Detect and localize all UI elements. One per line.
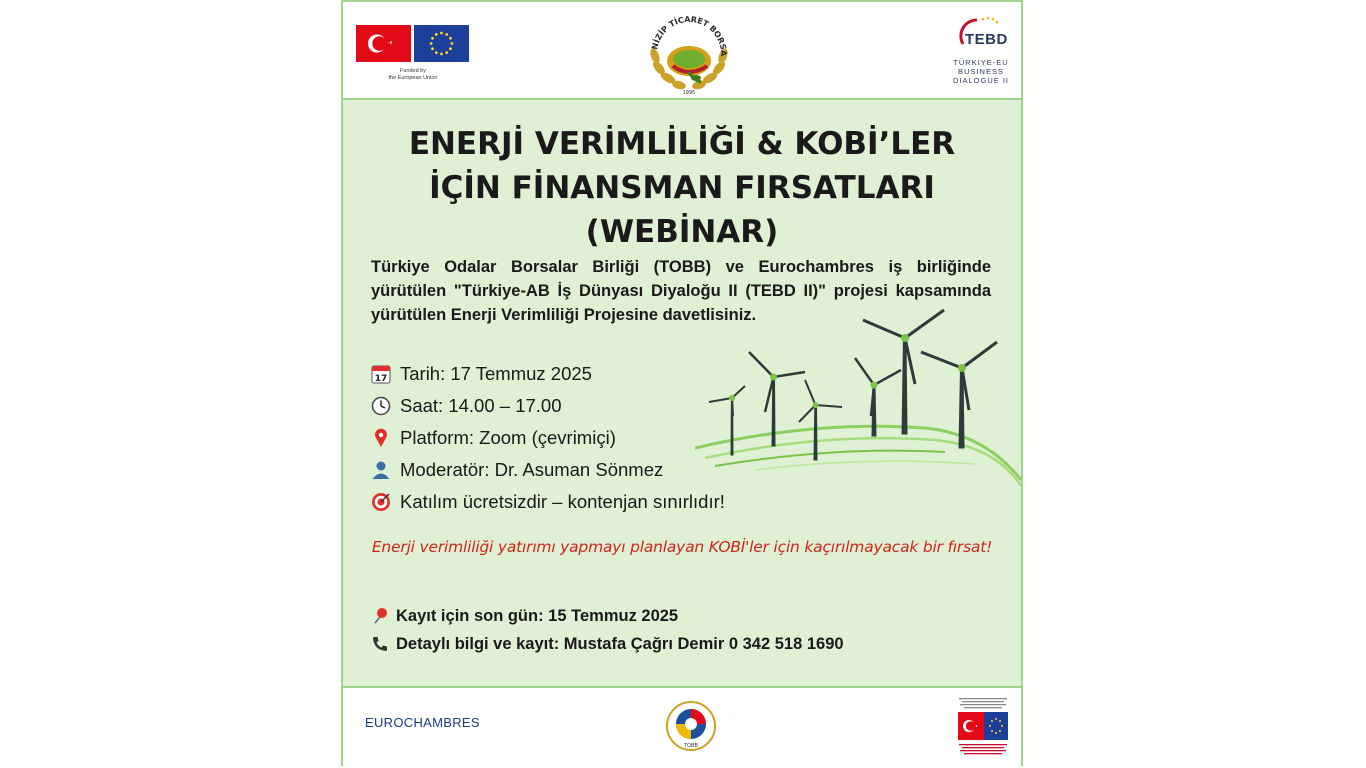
eurochambres-logo: EUROCHAMBRES [365,715,480,730]
detail-moderator: Moderatör: Dr. Asuman Sönmez [370,454,750,486]
target-icon [370,491,392,513]
nizip-ticaret-borsasi-logo [641,6,737,96]
tobb-logo [665,700,717,752]
pin-icon [370,427,392,449]
registration-deadline: Kayıt için son gün: 15 Temmuz 2025 [370,602,990,630]
clock-icon [370,395,392,417]
funded-by-eu-text: Funded by the European Union [388,68,438,81]
calendar-icon [370,363,392,385]
main-content [343,98,1021,688]
detail-time: Saat: 14.00 – 17.00 [370,390,750,422]
ministry-eu-affairs-logo [956,696,1010,758]
eu-flag-icon [414,25,469,62]
registration-info: Detaylı bilgi ve kayıt: Mustafa Çağrı Demir 0 342 518 1690 [370,630,990,658]
ntb-logo-year: 1995 [682,90,696,96]
event-details [370,358,750,518]
detail-platform: Platform: Zoom (çevrimiçi) [370,422,750,454]
footer-logos [343,690,1021,766]
intro-paragraph: Türkiye Odalar Borsalar Birliği (TOBB) ve Eurochambres iş birliğinde yürütülen "Türkiye-AB İş Dünyası Diyaloğu II (TEBD II)" projesi kapsamında yürütülen Enerji Verimliliği Projesine davetlisiniz. [371,258,991,324]
svg-text:17: 17 [374,374,388,384]
header-logos [343,2,1021,98]
phone-icon [370,634,390,654]
detail-date: 17 Tarih: 17 Temmuz 2025 [370,358,750,390]
pushpin-icon [370,606,390,626]
tebd-logo [947,14,1011,94]
turkey-flag-icon [356,25,411,62]
person-icon [370,459,392,481]
tebd-title: TEBD [965,31,1008,48]
webinar-title: ENERJİ VERİMLİLİĞİ & KOBİ’LER İÇİN FİNANSMAN FIRSATLARI (WEBİNAR) [408,126,956,250]
poster [341,0,1023,766]
registration-contact [370,602,990,658]
tebd-subtitle: TÜRKİYE-EU BUSINESS DIALOGUE II [952,58,1009,85]
tagline: Enerji verimliliği yatırımı yapmayı planlayan KOBİ'ler için kaçırılmayacak bir fırsat! [371,538,993,556]
ntb-logo-text: NİZİP TİCARET BORSA [650,14,729,57]
detail-participation: Katılım ücretsizdir – kontenjan sınırlıdır! [370,486,750,518]
svg-text:TOBB: TOBB [684,743,698,749]
